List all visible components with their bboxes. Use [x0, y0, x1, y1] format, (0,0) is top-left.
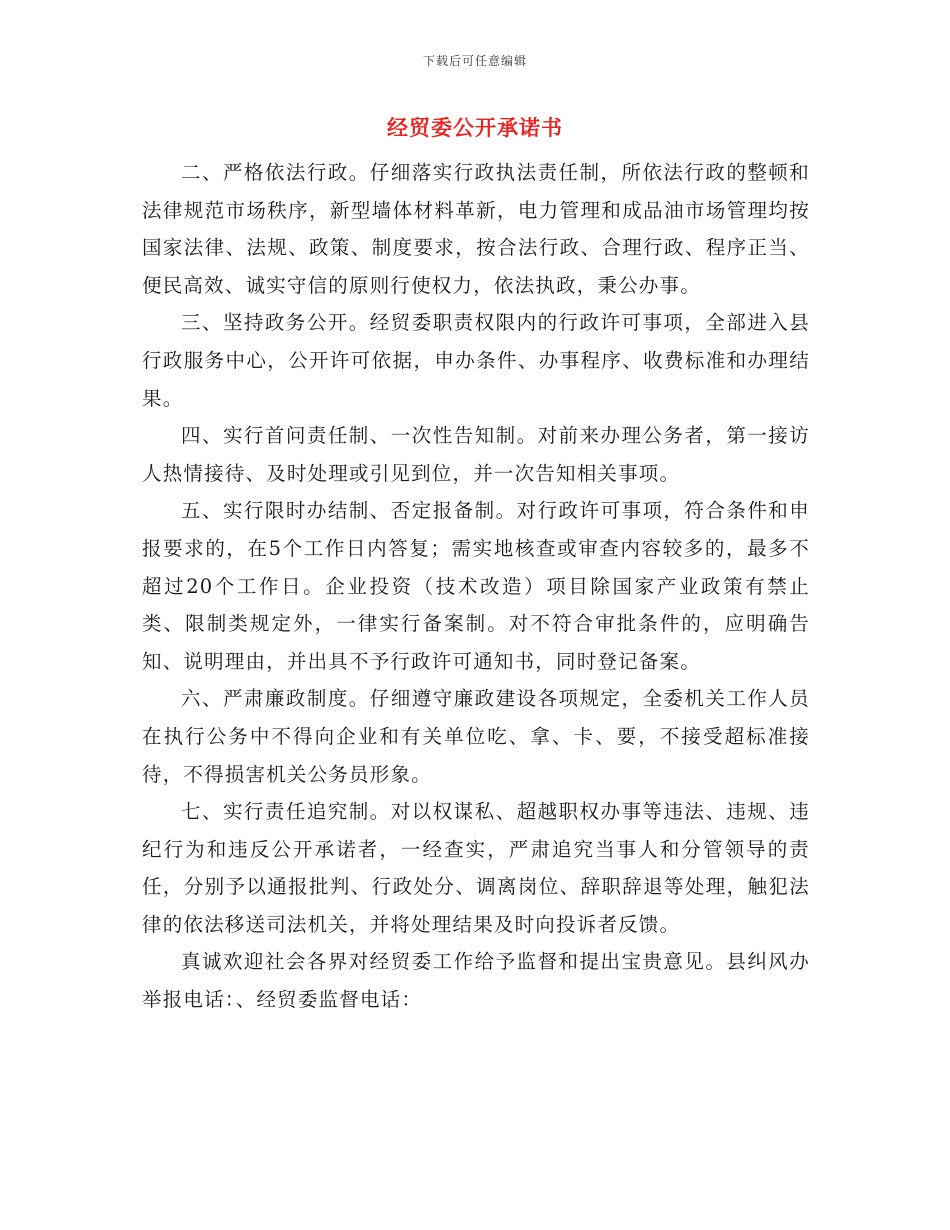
document-body: [142, 154, 810, 1019]
paragraph-2: 二、严格依法行政。仔细落实行政执法责任制，所依法行政的整顿和法律规范市场秩序，新型墙体材料革新，电力管理和成品油市场管理均按国家法律、法规、政策、制度要求，按合法行政、合理行政、程序正当、便民高效、诚实守信的原则行使权力，依法执政，秉公办事。: [142, 161, 810, 297]
paragraph-7: 七、实行责任追究制。对以权谋私、超越职权办事等违法、违规、违纪行为和违反公开承诺者，一经查实，严肃追究当事人和分管领导的责任，分别予以通报批判、行政处分、调离岗位、辞职辞退等处理，触犯法律的依法移送司法机关，并将处理结果及时向投诉者反馈。: [142, 800, 810, 936]
paragraph-5: 五、实行限时办结制、否定报备制。对行政许可事项，符合条件和申报要求的，在5个工作日内答复；需实地核查或审查内容较多的，最多不超过20个工作日。企业投资（技术改造）项目除国家产业政策有禁止类、限制类规定外，一律实行备案制。对不符合审批条件的，应明确告知、说明理由，并出具不予行政许可通知书，同时登记备案。: [142, 499, 810, 673]
paragraph-closing: 真诚欢迎社会各界对经贸委工作给予监督和提出宝贵意见。县纠风办举报电话：、经贸委监督电话：: [142, 950, 810, 1012]
page-header-note: 下载后可任意编辑: [422, 54, 527, 68]
document-title: 经贸委公开承诺书: [387, 115, 563, 140]
paragraph-4: 四、实行首问责任制、一次性告知制。对前来办理公务者，第一接访人热情接待、及时处理或引见到位，并一次告知相关事项。: [142, 424, 810, 485]
paragraph-6: 六、严肃廉政制度。仔细遵守廉政建设各项规定，全委机关工作人员在执行公务中不得向企业和有关单位吃、拿、卡、要，不接受超标准接待，不得损害机关公务员形象。: [142, 687, 810, 786]
paragraph-3: 三、坚持政务公开。经贸委职责权限内的行政许可事项，全部进入县行政服务中心，公开许可依据，申办条件、办事程序、收费标准和办理结果。: [142, 311, 810, 410]
